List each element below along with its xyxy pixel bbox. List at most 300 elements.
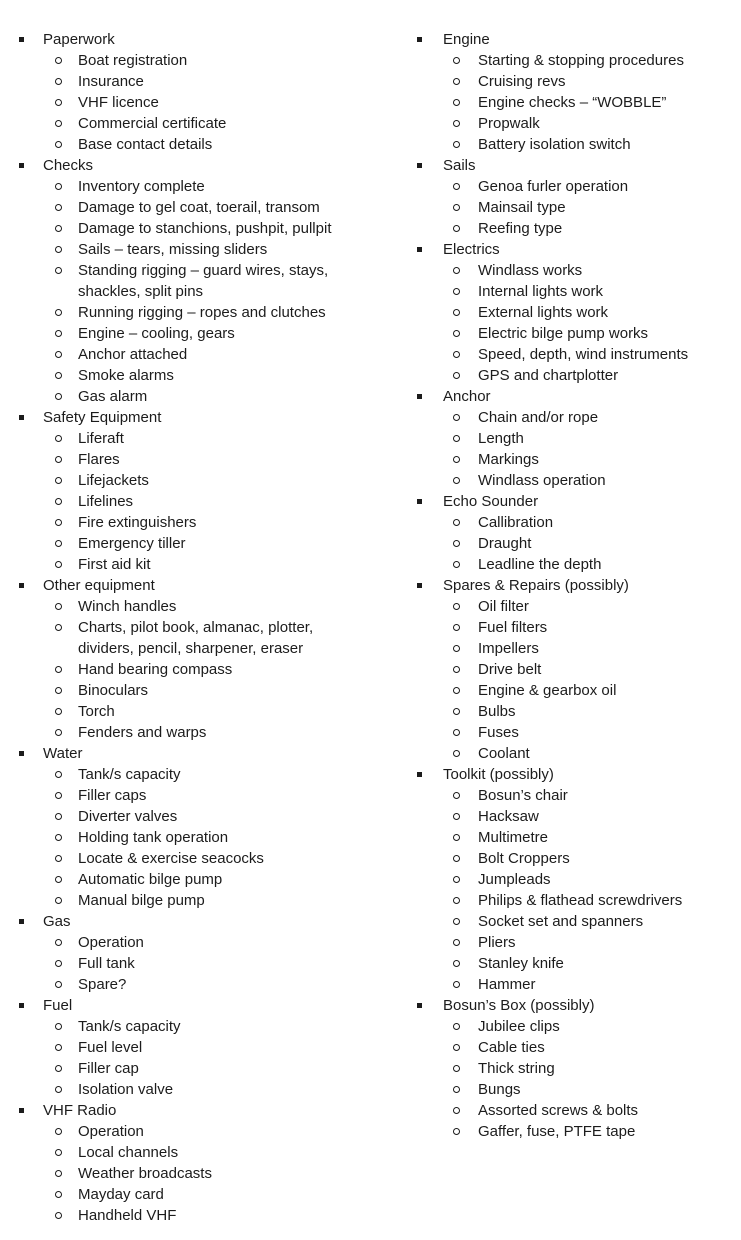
item-text: Bungs	[478, 1081, 521, 1098]
square-bullet-icon	[417, 29, 443, 42]
list-item	[417, 1100, 737, 1121]
item-text: Bosun’s chair	[478, 787, 568, 804]
item-text: Operation	[78, 1123, 144, 1140]
list-item	[417, 113, 737, 134]
item-text: Holding tank operation	[78, 829, 229, 846]
circle-bullet-icon	[453, 869, 478, 883]
item-text: Multimetre	[478, 829, 549, 846]
section-header	[19, 995, 370, 1016]
list-item	[19, 71, 370, 92]
checklist-section	[19, 29, 370, 155]
circle-bullet-icon	[453, 1037, 478, 1051]
circle-bullet-glyph	[453, 708, 460, 715]
circle-bullet-glyph	[453, 960, 460, 967]
circle-bullet-glyph	[55, 1128, 62, 1135]
list-item	[19, 176, 370, 197]
list-item	[19, 869, 370, 890]
section-title: Fuel	[43, 997, 73, 1014]
item-text: Chain and/or rope	[478, 409, 599, 426]
item-text: Torch	[78, 703, 115, 720]
item-text: External lights work	[478, 304, 609, 321]
list-item	[417, 71, 737, 92]
list-item	[417, 596, 737, 617]
item-text: Flares	[78, 451, 120, 468]
circle-bullet-icon	[453, 806, 478, 820]
square-bullet-glyph	[19, 751, 24, 756]
section-header	[19, 743, 370, 764]
item-text: Jumpleads	[478, 871, 551, 888]
item-text: Standing rigging – guard wires, stays, shackles, split pins	[78, 262, 329, 300]
circle-bullet-glyph	[453, 414, 460, 421]
list-item	[19, 827, 370, 848]
list-item	[19, 470, 370, 491]
item-text: Thick string	[478, 1060, 555, 1077]
item-text: Socket set and spanners	[478, 913, 644, 930]
list-item	[417, 1079, 737, 1100]
section-title: Checks	[43, 157, 94, 174]
circle-bullet-icon	[55, 890, 78, 904]
list-item	[19, 344, 370, 365]
list-item	[19, 113, 370, 134]
item-text: Liferaft	[78, 430, 124, 447]
square-bullet-icon	[19, 911, 43, 924]
item-text: Running rigging – ropes and clutches	[78, 304, 326, 321]
circle-bullet-glyph	[55, 624, 62, 631]
item-text: Lifelines	[78, 493, 134, 510]
square-bullet-glyph	[417, 583, 422, 588]
item-text: Coolant	[478, 745, 530, 762]
circle-bullet-icon	[453, 344, 478, 358]
circle-bullet-icon	[453, 848, 478, 862]
circle-bullet-icon	[453, 1058, 478, 1072]
circle-bullet-glyph	[55, 897, 62, 904]
circle-bullet-glyph	[55, 561, 62, 568]
circle-bullet-icon	[453, 554, 478, 568]
circle-bullet-icon	[453, 176, 478, 190]
circle-bullet-icon	[453, 281, 478, 295]
item-text: Tank/s capacity	[78, 766, 181, 783]
list-item	[417, 260, 737, 281]
checklist-section	[417, 491, 737, 575]
circle-bullet-icon	[55, 806, 78, 820]
section-header	[19, 155, 370, 176]
section-header	[417, 491, 737, 512]
list-item	[417, 176, 737, 197]
item-text: Automatic bilge pump	[78, 871, 223, 888]
circle-bullet-icon	[453, 596, 478, 610]
square-bullet-icon	[417, 239, 443, 252]
circle-bullet-icon	[453, 638, 478, 652]
circle-bullet-icon	[55, 659, 78, 673]
circle-bullet-icon	[453, 365, 478, 379]
circle-bullet-icon	[55, 1037, 78, 1051]
circle-bullet-icon	[55, 1058, 78, 1072]
circle-bullet-glyph	[453, 288, 460, 295]
checklist-column-right	[417, 29, 737, 1142]
circle-bullet-icon	[453, 50, 478, 64]
list-item	[19, 701, 370, 722]
list-item	[417, 785, 737, 806]
circle-bullet-icon	[55, 1016, 78, 1030]
circle-bullet-glyph	[55, 771, 62, 778]
list-item	[19, 848, 370, 869]
section-header	[417, 764, 737, 785]
list-item	[417, 197, 737, 218]
circle-bullet-icon	[453, 617, 478, 631]
item-text: Insurance	[78, 73, 144, 90]
item-text: Damage to gel coat, toerail, transom	[78, 199, 320, 216]
circle-bullet-icon	[453, 785, 478, 799]
circle-bullet-glyph	[55, 309, 62, 316]
list-item	[19, 1163, 370, 1184]
circle-bullet-glyph	[453, 666, 460, 673]
list-item	[19, 386, 370, 407]
circle-bullet-glyph	[55, 855, 62, 862]
item-text: Bolt Croppers	[478, 850, 570, 867]
list-item	[417, 512, 737, 533]
circle-bullet-icon	[55, 428, 78, 442]
item-text: Manual bilge pump	[78, 892, 205, 909]
square-bullet-glyph	[19, 583, 24, 588]
list-item	[417, 92, 737, 113]
list-item	[417, 701, 737, 722]
circle-bullet-glyph	[453, 183, 460, 190]
circle-bullet-icon	[453, 323, 478, 337]
item-text: Fuel level	[78, 1039, 143, 1056]
item-text: Anchor attached	[78, 346, 188, 363]
circle-bullet-glyph	[55, 498, 62, 505]
circle-bullet-glyph	[55, 603, 62, 610]
item-text: Filler cap	[78, 1060, 139, 1077]
item-text: Engine – cooling, gears	[78, 325, 235, 342]
item-text: Hand bearing compass	[78, 661, 233, 678]
item-text: Callibration	[478, 514, 554, 531]
circle-bullet-glyph	[453, 78, 460, 85]
list-item	[417, 617, 737, 638]
item-text: Drive belt	[478, 661, 542, 678]
circle-bullet-icon	[55, 869, 78, 883]
circle-bullet-icon	[453, 428, 478, 442]
item-text: Inventory complete	[78, 178, 205, 195]
circle-bullet-icon	[55, 533, 78, 547]
list-item	[19, 323, 370, 344]
circle-bullet-glyph	[453, 351, 460, 358]
item-text: Diverter valves	[78, 808, 178, 825]
section-header	[417, 239, 737, 260]
square-bullet-icon	[19, 155, 43, 168]
item-text: First aid kit	[78, 556, 151, 573]
circle-bullet-glyph	[453, 750, 460, 757]
circle-bullet-glyph	[55, 519, 62, 526]
circle-bullet-glyph	[55, 78, 62, 85]
square-bullet-icon	[417, 491, 443, 504]
square-bullet-icon	[19, 407, 43, 420]
section-header	[417, 575, 737, 596]
item-text: Hammer	[478, 976, 536, 993]
list-item	[19, 365, 370, 386]
list-item	[417, 50, 737, 71]
checklist-section	[417, 764, 737, 995]
circle-bullet-icon	[55, 1205, 78, 1219]
checklist-section	[417, 239, 737, 386]
item-text: Damage to stanchions, pushpit, pullpit	[78, 220, 332, 237]
circle-bullet-glyph	[55, 813, 62, 820]
circle-bullet-glyph	[55, 477, 62, 484]
section-title: Other equipment	[43, 577, 155, 594]
square-bullet-glyph	[417, 772, 422, 777]
circle-bullet-glyph	[453, 939, 460, 946]
circle-bullet-glyph	[453, 1128, 460, 1135]
item-text: Genoa furler operation	[478, 178, 629, 195]
item-text: Stanley knife	[478, 955, 564, 972]
circle-bullet-glyph	[55, 876, 62, 883]
list-item	[417, 470, 737, 491]
circle-bullet-icon	[55, 323, 78, 337]
item-text: Mayday card	[78, 1186, 164, 1203]
section-title: Bosun’s Box (possibly)	[443, 997, 595, 1014]
circle-bullet-glyph	[55, 141, 62, 148]
item-text: Base contact details	[78, 136, 213, 153]
item-text: Binoculars	[78, 682, 149, 699]
item-text: Cable ties	[478, 1039, 545, 1056]
checklist-section	[417, 29, 737, 155]
list-item	[19, 953, 370, 974]
circle-bullet-glyph	[55, 540, 62, 547]
circle-bullet-glyph	[453, 540, 460, 547]
section-title: Anchor	[443, 388, 491, 405]
item-text: Weather broadcasts	[78, 1165, 212, 1182]
circle-bullet-icon	[55, 512, 78, 526]
item-text: Commercial certificate	[78, 115, 227, 132]
circle-bullet-icon	[453, 92, 478, 106]
item-text: Windlass operation	[478, 472, 606, 489]
circle-bullet-icon	[55, 722, 78, 736]
section-header	[19, 1100, 370, 1121]
checklist-section	[417, 995, 737, 1142]
circle-bullet-glyph	[453, 1086, 460, 1093]
list-item	[417, 680, 737, 701]
checklist-section	[417, 155, 737, 239]
item-text: Internal lights work	[478, 283, 604, 300]
circle-bullet-icon	[453, 743, 478, 757]
circle-bullet-icon	[55, 344, 78, 358]
circle-bullet-glyph	[55, 246, 62, 253]
list-item	[417, 1016, 737, 1037]
circle-bullet-icon	[453, 1121, 478, 1135]
section-title: Echo Sounder	[443, 493, 539, 510]
square-bullet-glyph	[19, 415, 24, 420]
section-header	[19, 911, 370, 932]
checklist-section	[19, 911, 370, 995]
circle-bullet-icon	[55, 785, 78, 799]
circle-bullet-glyph	[453, 729, 460, 736]
circle-bullet-icon	[55, 134, 78, 148]
circle-bullet-glyph	[453, 813, 460, 820]
list-item	[417, 659, 737, 680]
item-text: Engine & gearbox oil	[478, 682, 617, 699]
item-text: Operation	[78, 934, 144, 951]
circle-bullet-glyph	[453, 897, 460, 904]
circle-bullet-icon	[55, 365, 78, 379]
circle-bullet-icon	[55, 92, 78, 106]
circle-bullet-glyph	[55, 1191, 62, 1198]
circle-bullet-icon	[55, 197, 78, 211]
circle-bullet-glyph	[55, 120, 62, 127]
circle-bullet-glyph	[55, 372, 62, 379]
circle-bullet-glyph	[453, 1023, 460, 1030]
list-item	[19, 50, 370, 71]
list-item	[19, 806, 370, 827]
item-text: Fenders and warps	[78, 724, 207, 741]
circle-bullet-icon	[55, 491, 78, 505]
list-item	[417, 1037, 737, 1058]
item-text: Speed, depth, wind instruments	[478, 346, 689, 363]
circle-bullet-icon	[453, 1016, 478, 1030]
item-text: Bulbs	[478, 703, 516, 720]
item-text: Fuel filters	[478, 619, 548, 636]
circle-bullet-icon	[55, 113, 78, 127]
circle-bullet-icon	[55, 1142, 78, 1156]
circle-bullet-glyph	[55, 960, 62, 967]
item-text: Charts, pilot book, almanac, plotter, dividers, pencil, sharpener, eraser	[78, 619, 314, 657]
item-text: Length	[478, 430, 524, 447]
list-item	[19, 1205, 370, 1226]
circle-bullet-icon	[55, 827, 78, 841]
item-text: Cruising revs	[478, 73, 566, 90]
item-text: Mainsail type	[478, 199, 566, 216]
list-item	[19, 491, 370, 512]
square-bullet-glyph	[19, 37, 24, 42]
list-item	[417, 428, 737, 449]
circle-bullet-icon	[55, 596, 78, 610]
item-text: Pliers	[478, 934, 516, 951]
circle-bullet-glyph	[55, 183, 62, 190]
list-item	[19, 1058, 370, 1079]
checklist-section	[417, 575, 737, 764]
square-bullet-glyph	[19, 1003, 24, 1008]
circle-bullet-icon	[453, 533, 478, 547]
list-item	[417, 554, 737, 575]
item-text: Filler caps	[78, 787, 147, 804]
circle-bullet-glyph	[453, 981, 460, 988]
list-item	[417, 533, 737, 554]
list-item	[19, 533, 370, 554]
section-header	[417, 995, 737, 1016]
circle-bullet-glyph	[453, 792, 460, 799]
list-item	[19, 260, 370, 302]
list-item	[19, 449, 370, 470]
section-title: Paperwork	[43, 31, 115, 48]
section-header	[19, 575, 370, 596]
circle-bullet-glyph	[55, 1170, 62, 1177]
list-item	[417, 869, 737, 890]
square-bullet-glyph	[417, 163, 422, 168]
list-item	[19, 890, 370, 911]
list-item	[19, 596, 370, 617]
section-title: Water	[43, 745, 83, 762]
circle-bullet-icon	[55, 302, 78, 316]
list-item	[417, 134, 737, 155]
circle-bullet-icon	[453, 1100, 478, 1114]
square-bullet-glyph	[417, 1003, 422, 1008]
item-text: Engine checks – “WOBBLE”	[478, 94, 667, 111]
square-bullet-icon	[417, 386, 443, 399]
circle-bullet-icon	[55, 449, 78, 463]
circle-bullet-glyph	[453, 204, 460, 211]
square-bullet-glyph	[417, 247, 422, 252]
list-item	[19, 974, 370, 995]
circle-bullet-glyph	[55, 792, 62, 799]
circle-bullet-glyph	[453, 918, 460, 925]
item-text: Reefing type	[478, 220, 563, 237]
circle-bullet-glyph	[55, 834, 62, 841]
section-title: Sails	[443, 157, 476, 174]
circle-bullet-icon	[55, 953, 78, 967]
item-text: Tank/s capacity	[78, 1018, 181, 1035]
circle-bullet-icon	[55, 50, 78, 64]
list-item	[19, 932, 370, 953]
circle-bullet-glyph	[453, 603, 460, 610]
section-header	[417, 29, 737, 50]
section-header	[417, 386, 737, 407]
list-item	[19, 1121, 370, 1142]
list-item	[417, 953, 737, 974]
list-item	[417, 722, 737, 743]
circle-bullet-icon	[453, 701, 478, 715]
circle-bullet-icon	[55, 1184, 78, 1198]
list-item	[417, 302, 737, 323]
circle-bullet-glyph	[55, 1149, 62, 1156]
circle-bullet-glyph	[453, 561, 460, 568]
circle-bullet-glyph	[55, 393, 62, 400]
circle-bullet-icon	[55, 176, 78, 190]
square-bullet-icon	[19, 29, 43, 42]
circle-bullet-glyph	[55, 204, 62, 211]
circle-bullet-icon	[453, 512, 478, 526]
section-title: Toolkit (possibly)	[443, 766, 554, 783]
circle-bullet-icon	[453, 680, 478, 694]
list-item	[417, 743, 737, 764]
circle-bullet-icon	[453, 113, 478, 127]
circle-bullet-icon	[55, 848, 78, 862]
circle-bullet-icon	[55, 932, 78, 946]
checklist-section	[19, 575, 370, 743]
section-header	[19, 29, 370, 50]
list-item	[417, 974, 737, 995]
list-item	[417, 1058, 737, 1079]
checklist-section	[19, 995, 370, 1100]
item-text: Fire extinguishers	[78, 514, 197, 531]
square-bullet-icon	[417, 995, 443, 1008]
circle-bullet-glyph	[453, 435, 460, 442]
circle-bullet-glyph	[55, 1065, 62, 1072]
circle-bullet-glyph	[453, 225, 460, 232]
item-text: Handheld VHF	[78, 1207, 177, 1224]
item-text: Assorted screws & bolts	[478, 1102, 639, 1119]
list-item	[417, 365, 737, 386]
section-title: Engine	[443, 31, 490, 48]
section-title: Spares & Repairs (possibly)	[443, 577, 629, 594]
list-item	[19, 722, 370, 743]
circle-bullet-glyph	[55, 981, 62, 988]
circle-bullet-glyph	[55, 1086, 62, 1093]
circle-bullet-icon	[55, 386, 78, 400]
circle-bullet-icon	[55, 470, 78, 484]
circle-bullet-glyph	[453, 99, 460, 106]
circle-bullet-icon	[453, 932, 478, 946]
circle-bullet-icon	[453, 71, 478, 85]
circle-bullet-glyph	[55, 1023, 62, 1030]
